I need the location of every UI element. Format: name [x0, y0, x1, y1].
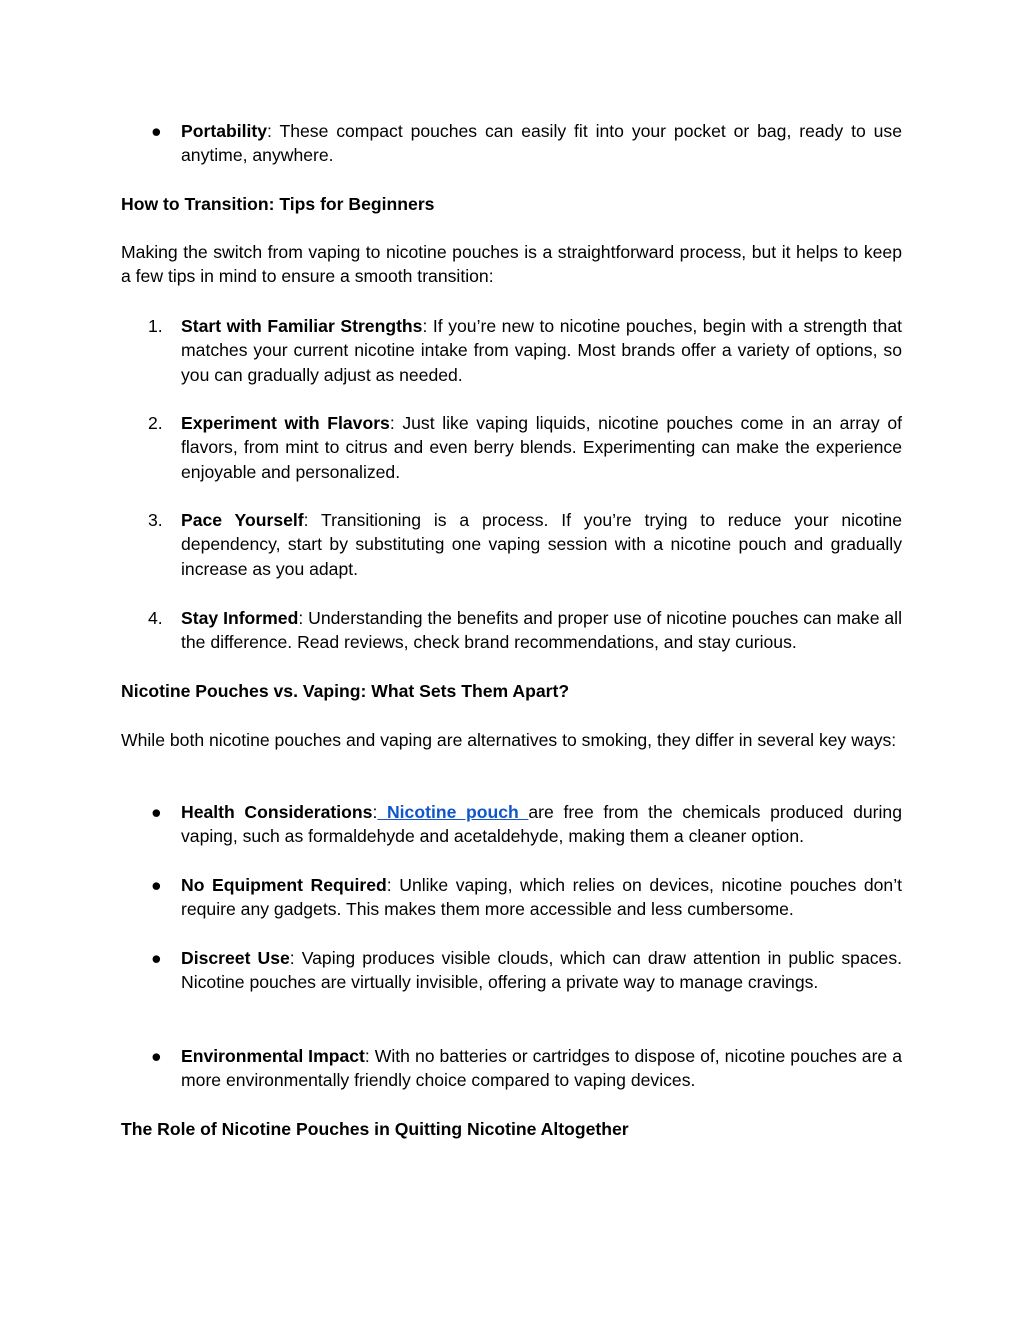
- list-item-tip-1: [181, 314, 902, 387]
- list-item-body: : Just like vaping liquids, nicotine pouches come in an array of flavors, from mint to citrus and even berry blends. Experimenting can make the experience enjoyable and personalized.: [181, 413, 903, 482]
- list-item-body: : Transitioning is a process. If you’re trying to reduce your nicotine dependency, start by substituting one vaping session with a nicotine pouch and gradually increase as you adapt.: [181, 510, 903, 579]
- bullet-marker: ●: [151, 948, 162, 968]
- paragraph-transition-intro: Making the switch from vaping to nicotine pouches is a straightforward process, but it helps to keep a few tips in mind to ensure a smooth transition:: [121, 242, 902, 287]
- nicotine-pouch-link[interactable]: Nicotine pouch: [377, 802, 529, 822]
- list-item-term: No Equipment Required: [181, 875, 387, 895]
- list-number: 1.: [148, 316, 163, 336]
- list-item-no-equipment: [181, 873, 902, 922]
- list-number: 4.: [148, 608, 163, 628]
- section-heading-transition: How to Transition: Tips for Beginners: [121, 194, 435, 214]
- section-heading-vs: Nicotine Pouches vs. Vaping: What Sets Them Apart?: [121, 681, 570, 701]
- list-item-term: Stay Informed: [181, 608, 299, 628]
- list-item-body: : Unlike vaping, which relies on devices, nicotine pouches don’t require any gadgets. This makes them more accessible and less cumbersome.: [181, 875, 902, 920]
- list-item-body: : Vaping produces visible clouds, which can draw attention in public spaces. Nicotine pouches are virtually invisible, offering a private way to manage cravings.: [181, 948, 903, 993]
- list-item-body: are free from the chemicals produced during vaping, such as formaldehyde and acetaldehyde, making them a cleaner option.: [181, 802, 902, 847]
- list-item-term: Experiment with Flavors: [181, 413, 390, 433]
- list-item-body: : These compact pouches can easily fit into your pocket or bag, ready to use anytime, anywhere.: [181, 121, 902, 166]
- list-item-tip-4: [181, 606, 902, 655]
- list-item-term: Start with Familiar Strengths: [181, 316, 423, 336]
- list-item-term: Portability: [181, 121, 268, 141]
- paragraph-vs-intro: While both nicotine pouches and vaping are alternatives to smoking, they differ in several key ways:: [121, 730, 897, 750]
- list-item-term: Health Considerations: [181, 802, 373, 822]
- list-number: 2.: [148, 413, 163, 433]
- bullet-marker: ●: [151, 121, 162, 141]
- list-item-discreet: [181, 946, 902, 995]
- bullet-marker: ●: [151, 802, 162, 822]
- section-heading-role: The Role of Nicotine Pouches in Quitting Nicotine Altogether: [121, 1119, 629, 1139]
- list-item-portability: [181, 119, 902, 168]
- list-item-environmental: [181, 1044, 902, 1093]
- list-item-term: Pace Yourself: [181, 510, 304, 530]
- list-item-separator: :: [372, 802, 378, 822]
- list-item-body: : Understanding the benefits and proper use of nicotine pouches can make all the difference. Read reviews, check brand recommendations, and stay curious.: [181, 608, 902, 653]
- list-item-body: : With no batteries or cartridges to dispose of, nicotine pouches are a more environmentally friendly choice compared to vaping devices.: [181, 1046, 902, 1091]
- list-number: 3.: [148, 510, 163, 530]
- list-item-health: [181, 800, 902, 849]
- list-item-body: : If you’re new to nicotine pouches, begin with a strength that matches your current nicotine intake from vaping. Most brands offer a variety of options, so you can gradually adjust as needed.: [181, 316, 902, 385]
- list-item-term: Discreet Use: [181, 948, 290, 968]
- list-item-term: Environmental Impact: [181, 1046, 365, 1066]
- list-item-tip-3: [181, 508, 902, 581]
- list-item-tip-2: [181, 411, 902, 484]
- bullet-marker: ●: [151, 875, 162, 895]
- bullet-marker: ●: [151, 1046, 162, 1066]
